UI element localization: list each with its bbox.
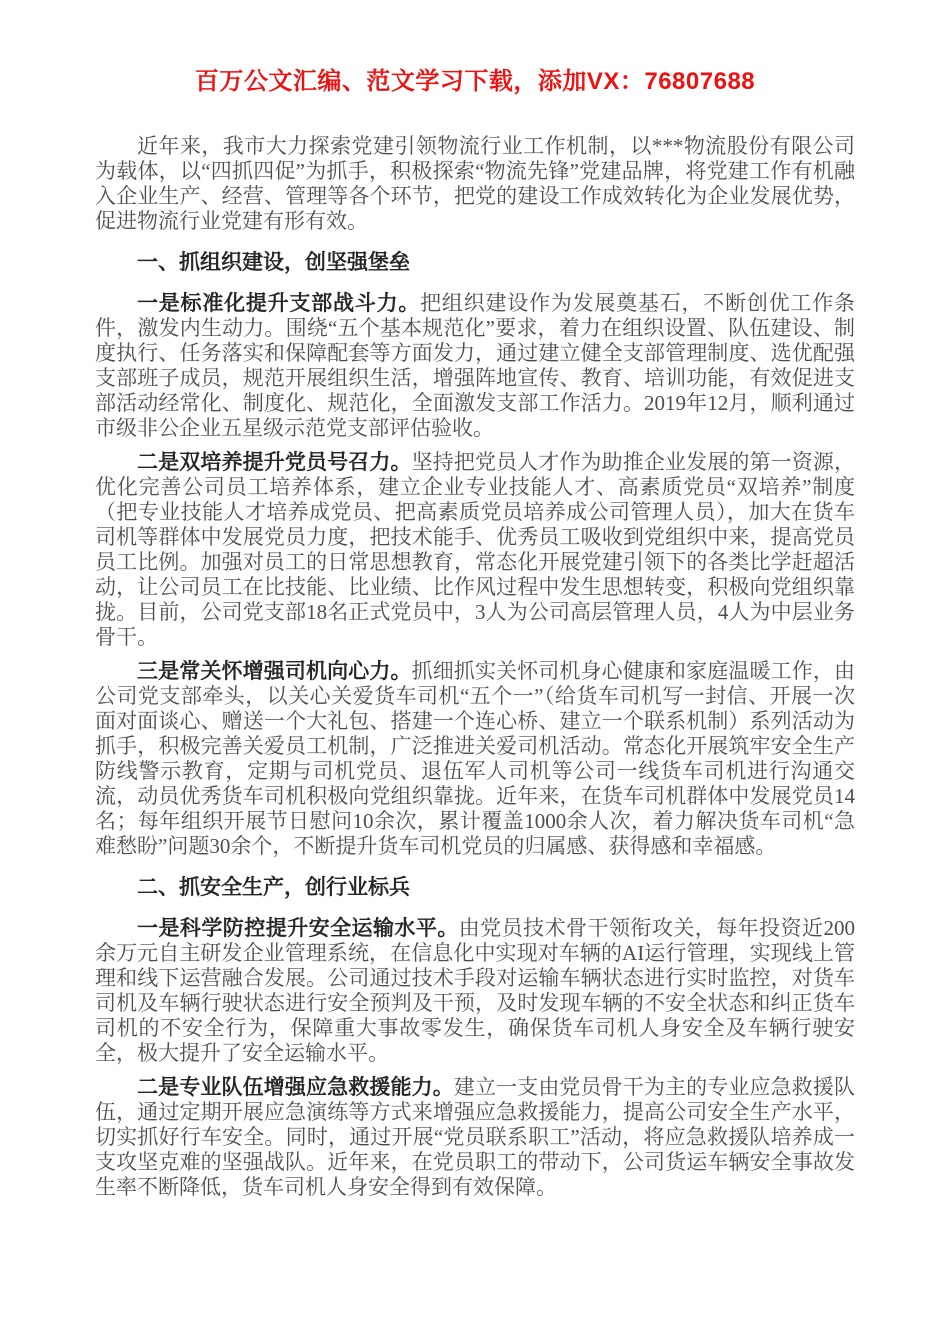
paragraph-2-1-text: 由党员技术骨干领衔攻关，每年投资近200余万元自主研发企业管理系统，在信息化中实现对车辆的AI运行管理，实现线上管理和线下运营融合发展。公司通过技术手段对运输车辆状态进行实时监控，对货车司机及车辆行驶状态进行安全预判及干预，及时发现车辆的不安全状态和纠正货车司机的不安全行为，保障重大事故零发生，确保货车司机人身安全及车辆行驶安全，极大提升了安全运输水平。 [95, 916, 855, 1065]
paragraph-1-3-text: 抓细抓实关怀司机身心健康和家庭温暖工作，由公司党支部牵头，以关心关爱货车司机“五个一”（给货车司机写一封信、开展一次面对面谈心、赠送一个大礼包、搭建一个连心桥、建立一个联系机制）系列活动为抓手，积极完善关爱员工机制，广泛推进关爱司机活动。常态化开展筑牢安全生产防线警示教育，定期与司机党员、退伍军人司机等公司一线货车司机进行沟通交流，动员优秀货车司机积极向党组织靠拢。近年来，在货车司机群体中发展党员14名；每年组织开展节日慰问10余次，累计覆盖1000余人次，着力解决货车司机“急难愁盼”问题30余个，不断提升货车司机党员的归属感、获得感和幸福感。 [95, 659, 856, 858]
paragraph-2-1-lead: 一是科学防控提升安全运输水平。 [137, 917, 459, 940]
paragraph-1-2-text: 坚持把党员人才作为助推企业发展的第一资源，优化完善公司员工培养体系，建立企业专业技能人才、高素质党员“双培养”制度（把专业技能人才培养成党员、把高素质党员培养成公司管理人员），加大在货车司机等群体中发展党员力度，把技术能手、优秀员工吸收到党组织中来，提高党员员工比例。加强对员工的日常思想教育，常态化开展党建引领下的各类比学赶超活动，让公司员工在比技能、比业绩、比作风过程中发生思想转变，积极向党组织靠拢。目前，公司党支部18名正式党员中，3人为公司高层管理人员，4人为中层业务骨干。 [95, 450, 856, 649]
paragraph-2-2-lead: 二是专业队伍增强应急救援能力。 [137, 1076, 454, 1099]
paragraph-1-3 [95, 659, 855, 859]
paragraph-1-1 [95, 291, 855, 441]
section-1-heading: 一、抓组织建设，创坚强堡垒 [137, 251, 410, 274]
paragraph-2-1 [95, 916, 855, 1066]
paragraph-1-3-lead: 三是常关怀增强司机向心力。 [137, 660, 412, 683]
paragraph-1-1-lead: 一是标准化提升支部战斗力。 [137, 292, 421, 315]
paragraph-1-2-lead: 二是双培养提升党员号召力。 [137, 451, 412, 474]
section-2-heading: 二、抓安全生产，创行业标兵 [137, 876, 410, 899]
paragraph-2-2-text: 建立一支由党员骨干为主的专业应急救援队伍，通过定期开展应急演练等方式来增强应急救援能力，提高公司安全生产水平，切实抓好行车安全。同时，通过开展“党员联系职工”活动，将应急救援队培养成一支攻坚克难的坚强战队。近年来，在党员职工的带动下，公司货运车辆安全事故发生率不断降低，货车司机人身安全得到有效保障。 [95, 1075, 856, 1199]
document-body [95, 134, 855, 1200]
paragraph-1-1-text: 把组织建设作为发展奠基石，不断创优工作条件，激发内生动力。围绕“五个基本规范化”要求，着力在组织设置、队伍建设、制度执行、任务落实和保障配套等方面发力，通过建立健全支部管理制度、选优配强支部班子成员，规范开展组织生活，增强阵地宣传、教育、培训功能，有效促进支部活动经常化、制度化、规范化，全面激发支部工作活力。2019年12月，顺利通过市级非公企业五星级示范党支部评估验收。 [95, 291, 855, 440]
paragraph-1-2 [95, 450, 855, 650]
promo-header-text: 百万公文汇编、范文学习下载，添加VX：76807688 [194, 68, 756, 95]
paragraph-2-2 [95, 1075, 855, 1200]
intro-paragraph: 近年来，我市大力探索党建引领物流行业工作机制，以***物流股份有限公司为载体，以“四抓四促”为抓手，积极探索“物流先锋”党建品牌，将党建工作有机融入企业生产、经营、管理等各个环节，把党的建设工作成效转化为企业发展优势，促进物流行业党建有形有效。 [95, 134, 855, 233]
